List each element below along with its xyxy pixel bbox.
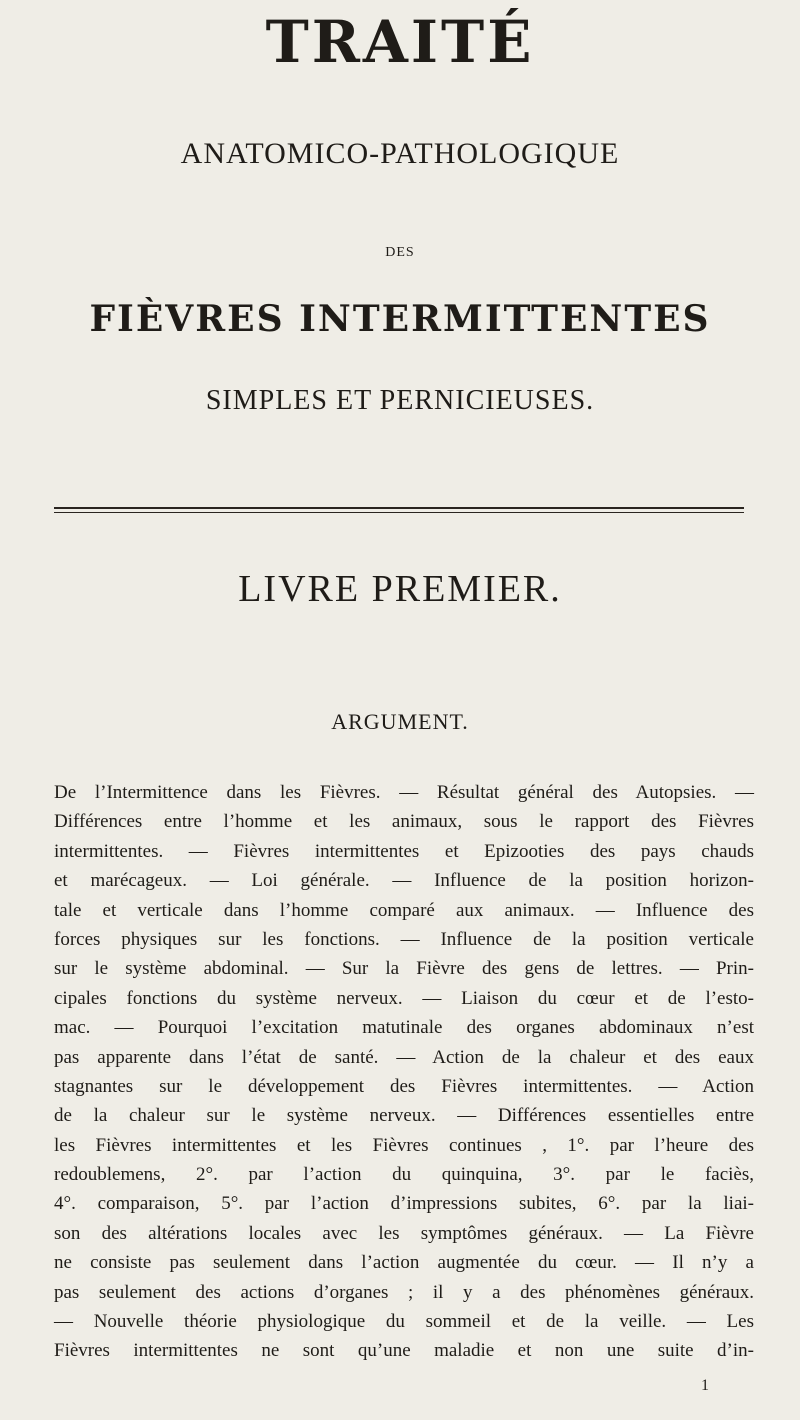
body-line: tale et verticale dans l’homme comparé aux animaux. — Influence des bbox=[54, 899, 754, 921]
body-line: et marécageux. — Loi générale. — Influence de la position horizon- bbox=[54, 870, 754, 892]
body-line: 4°. comparaison, 5°. par l’action d’impressions subites, 6°. par la liai- bbox=[54, 1193, 754, 1215]
page-number: 1 bbox=[701, 1377, 709, 1394]
body-line: pas apparente dans l’état de santé. — Action de la chaleur et des eaux bbox=[54, 1046, 754, 1068]
divider-rule-thin bbox=[54, 512, 744, 513]
body-line: redoublemens, 2°. par l’action du quinquina, 3°. par le faciès, bbox=[54, 1164, 754, 1186]
body-line: — Nouvelle théorie physiologique du sommeil et de la veille. — Les bbox=[54, 1311, 754, 1333]
body-line: ne consiste pas seulement dans l’action augmentée du cœur. — Il n’y a bbox=[54, 1252, 754, 1274]
book-title: LIVRE PREMIER. bbox=[238, 568, 562, 610]
subtitle-anatomico-pathologique: ANATOMICO-PATHOLOGIQUE bbox=[180, 137, 620, 170]
body-line: intermittentes. — Fièvres intermittentes et Epizooties des pays chauds bbox=[54, 840, 754, 862]
body-line: pas seulement des actions d’organes ; il y a des phénomènes généraux. bbox=[54, 1281, 754, 1303]
title-secondary: FIÈVRES INTERMITTENTES bbox=[89, 298, 711, 340]
body-line: forces physiques sur les fonctions. — Influence de la position verticale bbox=[54, 928, 754, 950]
divider-rule-thick bbox=[54, 507, 744, 509]
body-line: Différences entre l’homme et les animaux, sous le rapport des Fièvres bbox=[54, 811, 754, 833]
body-line: stagnantes sur le développement des Fièvres intermittentes. — Action bbox=[54, 1075, 754, 1097]
subtitle-simples-pernicieuses: SIMPLES ET PERNICIEUSES. bbox=[205, 385, 595, 416]
body-line: sur le système abdominal. — Sur la Fièvre des gens de lettres. — Prin- bbox=[54, 958, 754, 980]
body-line: cipales fonctions du système nerveux. — Liaison du cœur et de l’esto- bbox=[54, 987, 754, 1009]
body-line: Fièvres intermittentes ne sont qu’une maladie et non une suite d’in- bbox=[54, 1340, 754, 1362]
body-line: les Fièvres intermittentes et les Fièvres continues , 1°. par l’heure des bbox=[54, 1134, 754, 1156]
body-line: De l’Intermittence dans les Fièvres. — Résultat général des Autopsies. — bbox=[54, 782, 754, 803]
argument-heading: ARGUMENT. bbox=[331, 709, 469, 734]
title-main: TRAITÉ bbox=[265, 8, 535, 76]
body-line: mac. — Pourquoi l’excitation matutinale des organes abdominaux n’est bbox=[54, 1017, 754, 1039]
title-connector-des: DES bbox=[385, 245, 415, 260]
body-line: son des altérations locales avec les symptômes généraux. — La Fièvre bbox=[54, 1222, 754, 1244]
argument-body-text bbox=[54, 778, 754, 1366]
body-line: de la chaleur sur le système nerveux. — Différences essentielles entre bbox=[54, 1105, 754, 1127]
